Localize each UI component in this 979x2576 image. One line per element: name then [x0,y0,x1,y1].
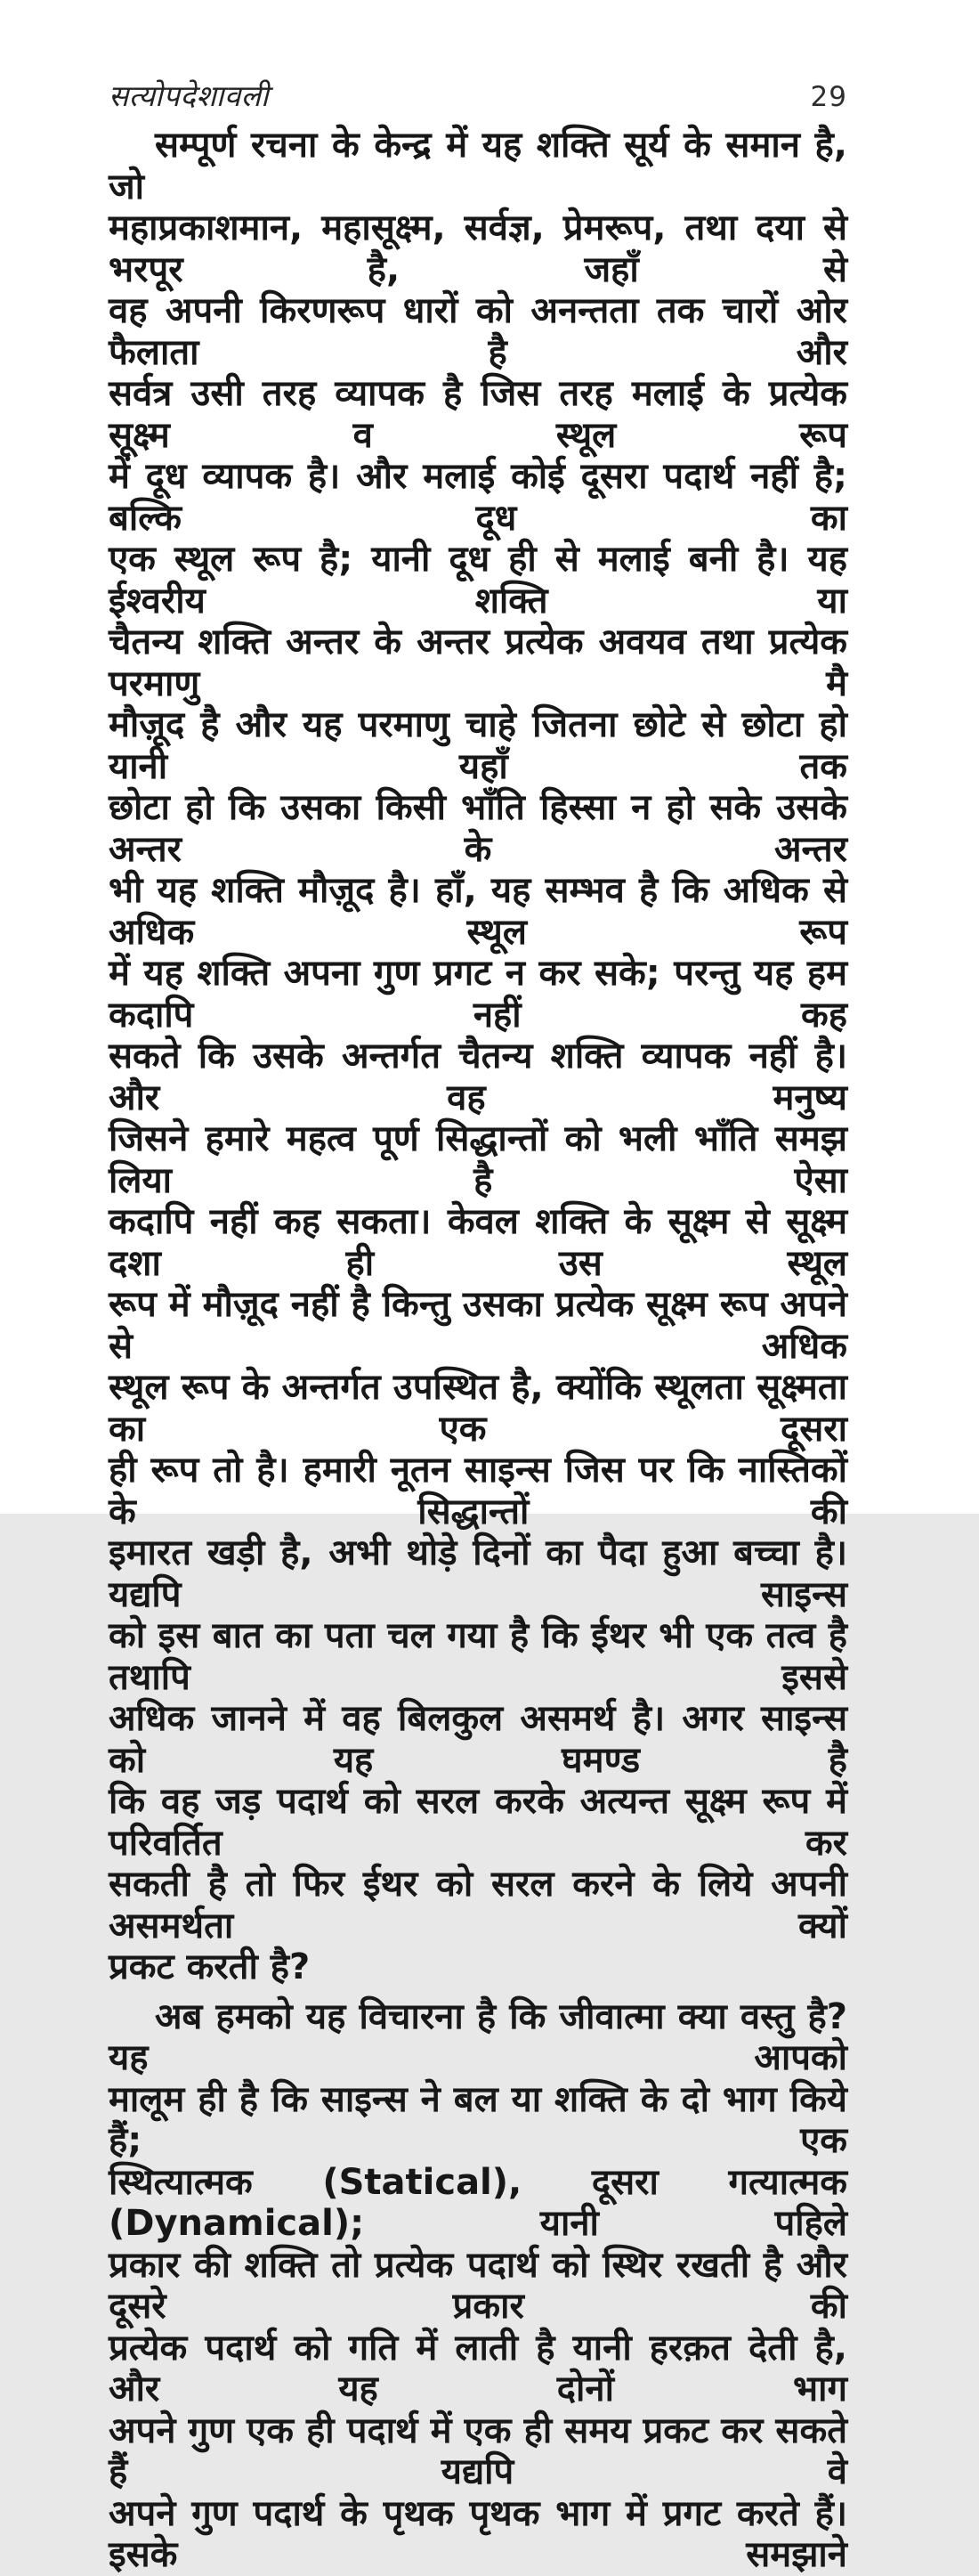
text-line: कदापि नहीं कह सकता। केवल शक्ति के सूक्ष्म से सूक्ष्म दशा ही उस स्थूल [109,1201,847,1284]
text-line: प्रकट करती है? [109,1946,311,1987]
text-line: स्थित्यात्मक (Statical), दूसरा गत्यात्मक (Dynamical); यानी पहिले [109,2161,847,2244]
text-line: इमारत खड़ी है, अभी थोड़े दिनों का पैदा हुआ बच्चा है। यद्यपि साइन्स [109,1532,847,1615]
text-line: में यह शक्ति अपना गुण प्रगट न कर सके; परन्तु यह हम कदापि नहीं कह [109,953,847,1036]
text-line: वह अपनी किरणरूप धारों को अनन्तता तक चारों ओर फैलाता है और [109,290,847,373]
text-line: सकती है तो फिर ईथर को सरल करने के लिये अपनी असमर्थता क्यों [109,1864,847,1946]
book-title: सत्योपदेशावली [109,78,270,113]
page-number: 29 [810,81,847,113]
text-line: स्थूल रूप के अन्तर्गत उपस्थित है, क्योंकि स्थूलता सूक्ष्मता का एक दूसरा [109,1367,847,1450]
text-line: सम्पूर्ण रचना के केन्द्र में यह शक्ति सूर्य के समान है, जो [109,125,847,207]
text-line: ही रूप तो है। हमारी नूतन साइन्स जिस पर कि नास्तिकों के सिद्धान्तों की [109,1450,847,1532]
text-line: में दूध व्यापक है। और मलाई कोई दूसरा पदार्थ नहीं है; बल्कि दूध का [109,456,847,539]
paragraph-2 [109,1996,847,2576]
text-line: प्रकार की शक्ति तो प्रत्येक पदार्थ को स्थिर रखती है और दूसरे प्रकार की [109,2244,847,2327]
text-line: सकते कि उसके अन्तर्गत चैतन्य शक्ति व्यापक नहीं है। और वह मनुष्य [109,1036,847,1118]
text-line: सर्वत्र उसी तरह व्यापक है जिस तरह मलाई के प्रत्येक सूक्ष्म व स्थूल रूप [109,373,847,456]
running-header [109,75,847,115]
body-text [109,125,847,2576]
text-line: अपने गुण पदार्थ के पृथक पृथक भाग में प्रगट करते हैं। इसके समझाने [109,2492,847,2575]
text-line: रूप में मौज़ूद नहीं है किन्तु उसका प्रत्येक सूक्ष्म रूप अपने से अधिक [109,1284,847,1367]
text-line: अपने गुण एक ही पदार्थ में एक ही समय प्रकट कर सकते हैं यद्यपि वे [109,2409,847,2492]
text-line: चैतन्य शक्ति अन्तर के अन्तर प्रत्येक अवयव तथा प्रत्येक परमाणु मै [109,622,847,704]
text-line: छोटा हो कि उसका किसी भाँति हिस्सा न हो सके उसके अन्तर के अन्तर [109,787,847,870]
text-line: अधिक जानने में वह बिलकुल असमर्थ है। अगर साइन्स को यह घमण्ड है [109,1698,847,1781]
text-line: भी यह शक्ति मौज़ूद है। हाँ, यह सम्भव है कि अधिक से अधिक स्थूल रूप [109,870,847,953]
text-line: एक स्थूल रूप है; यानी दूध ही से मलाई बनी है। यह ईश्वरीय शक्ति या [109,539,847,622]
paragraph-1 [109,125,847,1988]
text-line: जिसने हमारे महत्व पूर्ण सिद्धान्तों को भली भाँति समझ लिया है ऐसा [109,1118,847,1201]
text-line: प्रत्येक पदार्थ को गति में लाती है यानी हरक़त देती है, और यह दोनों भाग [109,2327,847,2409]
text-line: मौज़ूद है और यह परमाणु चाहे जितना छोटे से छोटा हो यानी यहाँ तक [109,704,847,787]
text-line: को इस बात का पता चल गया है कि ईथर भी एक तत्व है तथापि इससे [109,1615,847,1698]
text-line: अब हमको यह विचारना है कि जीवात्मा क्या वस्तु है? यह आपको [109,1995,847,2078]
text-line: महाप्रकाशमान, महासूक्ष्म, सर्वज्ञ, प्रेमरूप, तथा दया से भरपूर है, जहाँ से [109,207,847,290]
text-line: कि वह जड़ पदार्थ को सरल करके अत्यन्त सूक्ष्म रूप में परिवर्तित कर [109,1781,847,1864]
text-line: मालूम ही है कि साइन्स ने बल या शक्ति के दो भाग किये हैं; एक [109,2078,847,2161]
